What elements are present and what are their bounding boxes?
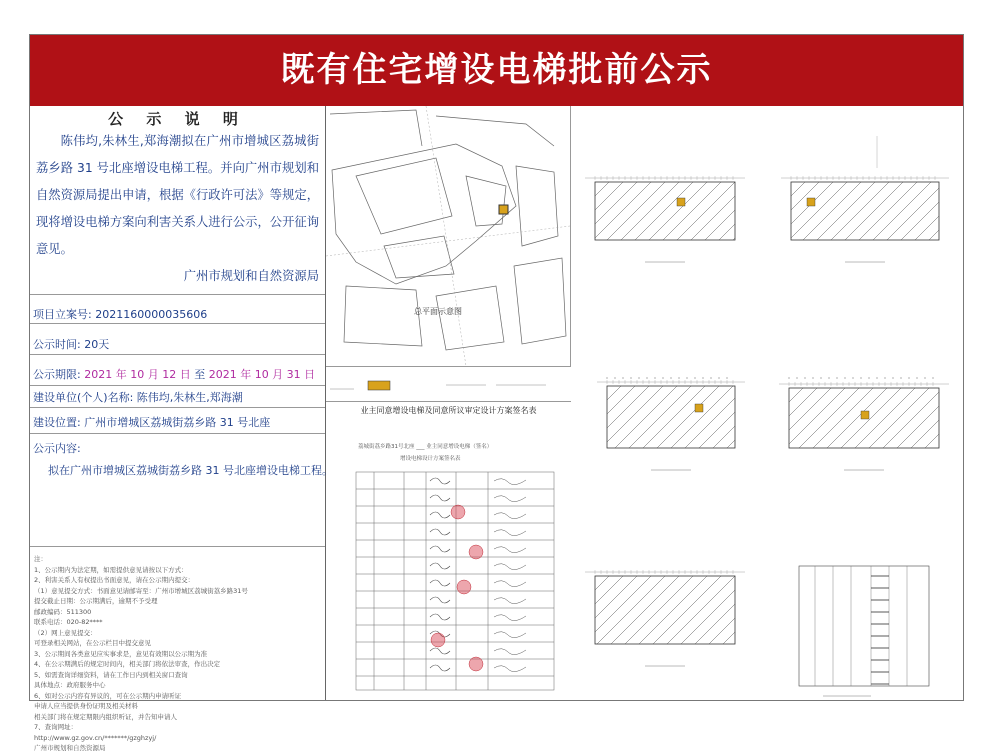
content-label: 公示内容:	[33, 442, 81, 455]
location-value: 广州市增城区荔城街荔乡路 31 号北座	[84, 416, 271, 429]
elevator-marker	[499, 205, 508, 214]
applicant-row	[33, 389, 243, 405]
note-line: 联系电话：020-82****	[34, 618, 103, 626]
hatch-line	[621, 182, 679, 240]
site-plan-drawing	[326, 106, 570, 366]
grid-dot	[788, 377, 789, 378]
signature-mark	[430, 597, 450, 603]
hatch-line	[691, 196, 735, 240]
grid-dot	[844, 377, 845, 378]
grid-dot	[638, 377, 639, 378]
divider	[30, 546, 325, 547]
period-value: 20天	[84, 338, 110, 351]
signature-mark	[430, 580, 450, 586]
hatch-line	[595, 576, 623, 604]
term-end: 2021 年 10 月 31 日	[208, 368, 316, 381]
location-label: 建设位置:	[33, 416, 81, 429]
divider	[30, 294, 325, 295]
hatch-line	[595, 182, 609, 196]
grid-dot	[852, 377, 853, 378]
grid-dot	[804, 377, 805, 378]
signature-mark	[494, 513, 526, 519]
hatch-line	[657, 386, 719, 448]
note-line: 相关部门将在规定期限内组织听证，并告知申请人	[34, 712, 177, 721]
grid-dot	[678, 377, 679, 378]
legend-drawing	[326, 367, 570, 401]
hatch-line	[831, 182, 889, 240]
hatch-line	[699, 412, 735, 448]
term-row	[33, 366, 315, 382]
divider	[30, 407, 325, 408]
note-line: （1）意见提交方式：书面意见请邮寄至：广州市增城区荔城街荔乡路31号	[34, 586, 248, 595]
signature-mark	[494, 547, 526, 553]
period-row	[33, 336, 109, 352]
grid-dot	[718, 377, 719, 378]
hatch-line	[883, 392, 939, 448]
grid-dot	[868, 377, 869, 378]
red-stamp	[469, 545, 483, 559]
note-line: 邮政编码：511300	[34, 607, 92, 616]
hatch-line	[705, 210, 735, 240]
content-value: 拟在广州市增城区荔城街荔乡路 31 号北座增设电梯工程。	[48, 464, 333, 477]
hatch-line	[791, 182, 805, 196]
hatch-line	[817, 182, 875, 240]
applicant-label: 建设单位(个人)名称:	[33, 391, 134, 404]
hatch-line	[649, 182, 707, 240]
note-line: （2）网上意见提交：	[34, 628, 97, 637]
notice-signature: 广州市规划和自然资源局	[183, 269, 319, 283]
divider	[30, 385, 325, 386]
note-line: 可登录相关网站，在公示栏目中提交意见	[34, 639, 151, 647]
grid-dot	[614, 377, 615, 378]
elevation-drawing	[799, 566, 929, 696]
red-stamp	[451, 505, 465, 519]
signature-mark	[430, 648, 450, 654]
hatch-line	[789, 388, 831, 430]
hatch-line	[595, 576, 651, 632]
grid-dot	[884, 377, 885, 378]
note-line: http://www.gz.gov.cn/*******/gzghzyj/	[34, 733, 157, 742]
divider	[30, 354, 325, 355]
hatch-line	[723, 632, 735, 644]
divider	[30, 433, 325, 434]
site-plan	[326, 106, 571, 367]
signature-mark	[430, 529, 450, 535]
signature-mark	[430, 563, 450, 569]
note-line: 7、查询网址：	[34, 723, 78, 731]
grid-dot	[710, 377, 711, 378]
notes-block	[34, 554, 322, 754]
hatch-line	[713, 426, 735, 448]
note-line: 3、公示期间各类意见应实事求是，意见有效期以公示期为准	[34, 649, 208, 658]
grid-dot	[796, 377, 797, 378]
signature-mark	[494, 530, 526, 536]
signature-mark	[430, 512, 450, 518]
signature-mark	[430, 665, 450, 671]
signature-mark	[494, 496, 526, 502]
legend-swatch	[368, 381, 390, 390]
grid-dot	[836, 377, 837, 378]
hatch-line	[595, 576, 609, 590]
signature-mark	[430, 546, 450, 552]
notice-heading: 公 示 说 明	[108, 110, 247, 128]
hatch-line	[677, 182, 735, 240]
site-plan-caption: 总平面示意图	[414, 307, 462, 316]
red-stamp	[457, 580, 471, 594]
grid-dot	[654, 377, 655, 378]
page-title: 既有住宅增设电梯批前公示	[30, 35, 963, 106]
grid-dot	[670, 377, 671, 378]
note-line: 申请人应当提供身份证明及相关材料	[34, 702, 138, 710]
signature-mark	[430, 495, 450, 501]
hatch-line	[667, 576, 735, 644]
signature-mark	[494, 649, 526, 655]
hatch-line	[595, 576, 637, 618]
note-line: 提交截止日期：公示期满后，逾期不予受理	[34, 597, 158, 605]
note-line: 广州市规划和自然资源局	[34, 744, 106, 752]
hatch-line	[615, 386, 677, 448]
hatch-line	[929, 230, 939, 240]
hatch-line	[643, 386, 705, 448]
grid-dot	[812, 377, 813, 378]
hatch-line	[709, 618, 735, 644]
signature-mark	[430, 614, 450, 620]
grid-dot	[702, 377, 703, 378]
red-stamp	[469, 657, 483, 671]
hatch-line	[639, 576, 707, 644]
hatch-line	[789, 388, 845, 444]
grid-dot	[916, 377, 917, 378]
floor-plan-5	[585, 570, 745, 666]
hatch-line	[803, 182, 861, 240]
floor-plan-3	[597, 380, 745, 470]
elevator-shaft	[677, 198, 685, 206]
signature-mark	[430, 478, 450, 484]
signature-mark	[494, 581, 526, 587]
grid-dot	[622, 377, 623, 378]
grid-dot	[876, 377, 877, 378]
hatch-line	[897, 406, 939, 448]
grid-dot	[820, 377, 821, 378]
hatch-line	[727, 440, 735, 448]
period-label: 公示时间:	[33, 338, 81, 351]
hatch-line	[873, 182, 931, 240]
signature-mark	[494, 615, 526, 621]
content-label-row	[33, 440, 81, 456]
notice-panel	[30, 106, 333, 752]
note-line: 注：	[34, 555, 47, 563]
term-to: 至	[194, 368, 206, 381]
content-value-row	[48, 462, 333, 478]
elevator-shaft	[807, 198, 815, 206]
grid-dot	[662, 377, 663, 378]
floor-plan-1	[585, 176, 745, 262]
grid-dot	[900, 377, 901, 378]
hatch-line	[663, 182, 721, 240]
drawings-pane	[326, 106, 963, 700]
hatch-line	[859, 182, 917, 240]
floor-plans	[571, 106, 963, 700]
consent-table	[326, 402, 571, 700]
consent-heading: 业主同意增设电梯及同意所议审定设计方案签名表	[360, 406, 537, 415]
hatch-line	[635, 182, 693, 240]
hatch-line	[671, 386, 733, 448]
project-no-label: 项目立案号:	[33, 308, 92, 321]
applicant-value: 陈伟均,朱林生,郑海潮	[136, 391, 243, 404]
term-start: 2021 年 10 月 12 日	[84, 368, 191, 381]
plan-outline	[791, 182, 939, 240]
location-row	[33, 414, 270, 430]
hatch-line	[901, 202, 939, 240]
grid-dot	[860, 377, 861, 378]
grid-dot	[726, 377, 727, 378]
hatch-line	[845, 182, 903, 240]
signature-mark	[494, 632, 526, 638]
floor-plan-2	[781, 176, 949, 262]
hatch-line	[607, 386, 621, 400]
hatch-line	[625, 576, 693, 644]
signature-mark	[494, 479, 526, 485]
hatch-line	[607, 182, 665, 240]
elevation-outline	[799, 566, 929, 686]
project-no-row	[33, 306, 207, 322]
consent-grid	[326, 402, 571, 700]
grid-dot	[630, 377, 631, 378]
hatch-line	[607, 386, 663, 442]
hatch-line	[653, 576, 721, 644]
hatch-line	[915, 216, 939, 240]
signature-mark	[494, 666, 526, 672]
project-no-value: 2021160000035606	[95, 308, 208, 321]
hatch-line	[789, 388, 817, 416]
note-line: 2、利害关系人有权提出书面意见，请在公示期内提交：	[34, 576, 195, 584]
hatch-line	[595, 182, 637, 224]
note-line: 5、如需查询详细资料，请在工作日内到相关窗口查询	[34, 670, 188, 679]
term-label: 公示期限:	[33, 368, 81, 381]
hatch-line	[685, 398, 735, 448]
floor-plan-4	[779, 382, 949, 470]
note-line: 1、公示期内为法定期，如需提供意见请按以下方式：	[34, 565, 188, 574]
grid-dot	[646, 377, 647, 378]
hatch-line	[607, 386, 649, 428]
red-stamp	[431, 633, 445, 647]
note-line: 4、在公示期满后的规定时间内，相关部门将依法审查，作出决定	[34, 660, 221, 668]
hatch-line	[597, 576, 665, 644]
notice-board	[29, 34, 964, 752]
signature-mark	[494, 564, 526, 570]
grid-dot	[924, 377, 925, 378]
grid-dot	[908, 377, 909, 378]
note-line: 具体地点：政府服务中心	[34, 681, 106, 689]
consent-subheading: 荔城街荔乡路31号北座 ___ 业主同意增设电梯（签名）	[358, 444, 493, 450]
grid-dot	[932, 377, 933, 378]
hatch-line	[719, 224, 735, 240]
hatch-line	[789, 388, 803, 402]
legend	[326, 367, 571, 402]
grid-dot	[828, 377, 829, 378]
hatch-line	[611, 576, 679, 644]
hatch-line	[629, 386, 691, 448]
signature-mark	[494, 598, 526, 604]
hatch-line	[911, 420, 939, 448]
notice-body: 陈伟均,朱林生,郑海潮拟在广州市增城区荔城街荔乡路 31 号北座增设电梯工程。并向广州市规划和自然资源局提出申请，根据《行政许可法》等规定，现将增设电梯方案向利害关系人进行公示，公开征询意见。	[36, 134, 319, 256]
divider	[30, 323, 325, 324]
hatch-line	[681, 590, 735, 644]
note-line: 6、如对公示内容有异议的，可在公示期内申请听证	[34, 691, 182, 700]
hatch-line	[607, 386, 635, 414]
grid-dot	[686, 377, 687, 378]
elevator-shaft	[861, 411, 869, 419]
hatch-line	[887, 188, 939, 240]
grid-dot	[606, 377, 607, 378]
elevator-shaft	[695, 404, 703, 412]
plan-outline	[595, 576, 735, 644]
grid-dot	[892, 377, 893, 378]
grid-dot	[694, 377, 695, 378]
hatch-line	[925, 434, 939, 448]
hatch-line	[791, 182, 847, 238]
hatch-line	[595, 182, 623, 210]
table-border	[356, 472, 554, 690]
floor-plan-drawings	[571, 106, 963, 700]
consent-subheading-2: 增设电梯设计方案签名表	[400, 456, 461, 462]
hatch-line	[595, 182, 651, 238]
